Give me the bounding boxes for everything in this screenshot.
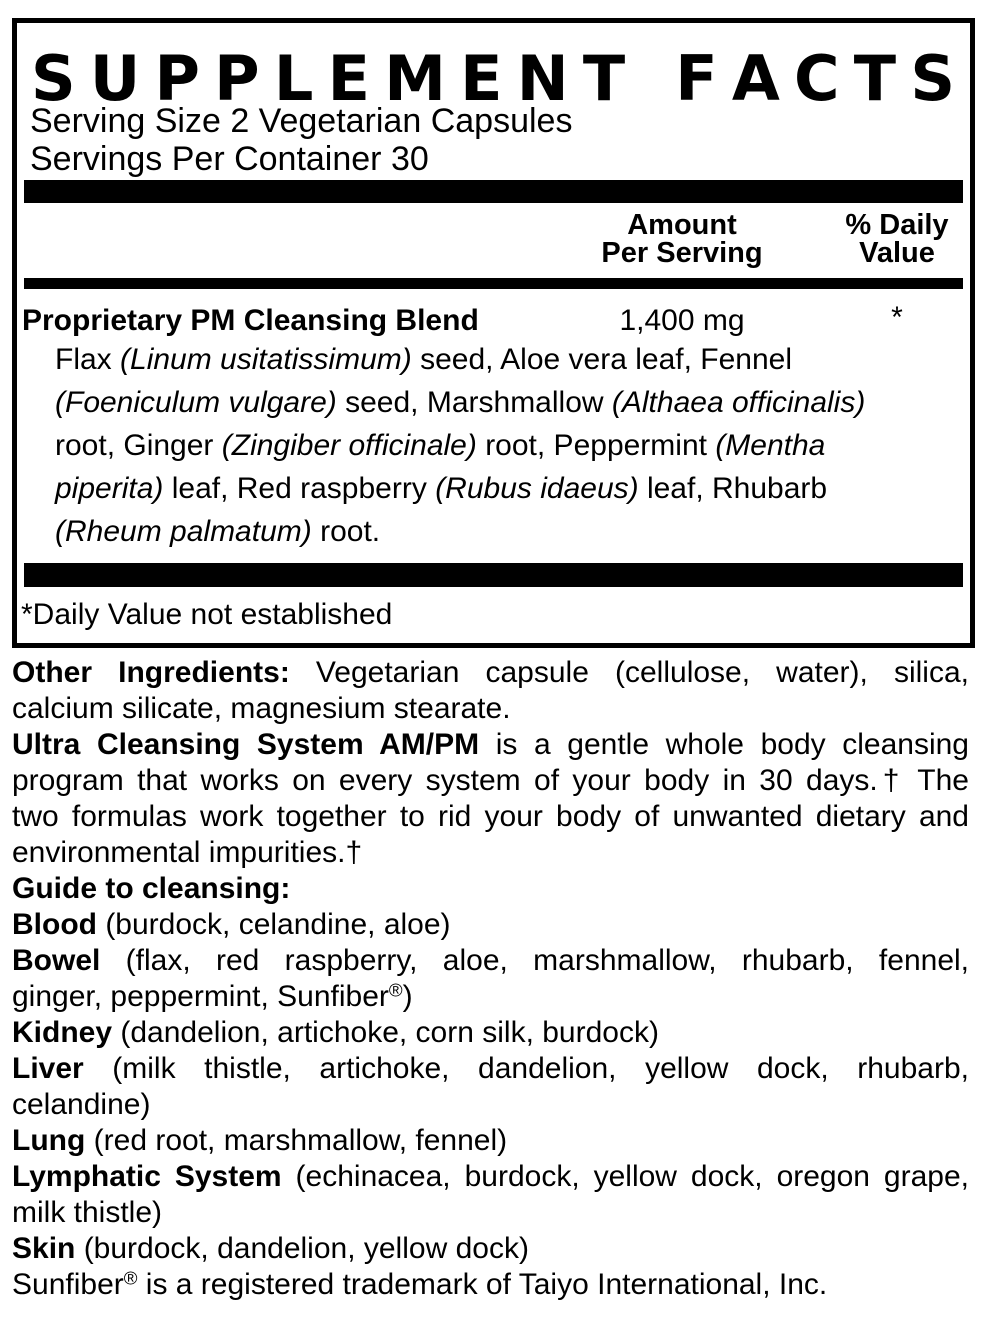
supplement-facts-panel [12, 18, 975, 648]
text-segment: (Zingiber officinale) [221, 429, 477, 462]
serving-size: Serving Size 2 Vegetarian Capsules [30, 102, 573, 140]
text-segment: Skin [12, 1232, 76, 1265]
serving-info [30, 102, 572, 178]
text-segment: calcium silicate, magnesium stearate. [12, 692, 511, 725]
text-segment: Bowel [12, 944, 101, 977]
text-line [12, 907, 969, 943]
title-letter: T [582, 42, 626, 115]
title-letter: C [794, 42, 840, 115]
text-line [12, 691, 969, 727]
title-letter: E [327, 42, 370, 115]
text-segment: (echinacea, burdock, yellow dock, oregon grape, [281, 1160, 969, 1193]
title-letter: N [516, 42, 569, 115]
text-segment: Ultra Cleansing System AM/PM [12, 728, 480, 761]
text-line [12, 1267, 969, 1303]
text-line [55, 510, 945, 553]
text-segment: (Althaea officinalis) [611, 386, 866, 419]
text-segment: is a registered trademark of Taiyo International, Inc. [137, 1268, 828, 1301]
text-segment: celandine) [12, 1088, 151, 1121]
text-segment: (Mentha [715, 429, 826, 462]
text-segment: leaf, Rhubarb [638, 472, 828, 505]
text-segment: root. [311, 515, 381, 548]
blend-name: Proprietary PM Cleansing Blend [22, 304, 479, 337]
text-segment: seed, Marshmallow [336, 386, 612, 419]
title-letter: U [89, 42, 141, 115]
text-line [12, 1015, 969, 1051]
text-segment: Lung [12, 1124, 86, 1157]
ingredient-list [55, 338, 945, 553]
amount-header-line2: Per Serving [601, 237, 763, 269]
text-line [12, 943, 969, 979]
column-rule [24, 278, 963, 289]
text-line [12, 727, 969, 763]
amount-header-line1: Amount [627, 209, 737, 241]
text-line [12, 835, 969, 871]
text-segment: Blood [12, 908, 97, 941]
amount-column-header [592, 211, 772, 267]
text-segment: (flax, red raspberry, aloe, marshmallow, rhubarb, fennel, [100, 944, 969, 977]
text-segment: is a gentle whole body cleansing [479, 728, 969, 761]
text-line [12, 1087, 969, 1123]
info-section [12, 655, 969, 1303]
text-segment: (red root, marshmallow, fennel) [85, 1124, 508, 1157]
servings-per-container: Servings Per Container 30 [30, 140, 429, 178]
daily-value-header-line1: % Daily [845, 209, 949, 241]
text-segment: piperita) [55, 472, 164, 505]
text-segment: (burdock, dandelion, yellow dock) [75, 1232, 529, 1265]
text-line [12, 655, 969, 691]
text-segment: ® [388, 979, 403, 1001]
text-line [55, 381, 945, 424]
text-line [12, 1159, 969, 1195]
daily-value-header-line2: Value [859, 237, 935, 269]
text-line [55, 338, 945, 381]
text-segment: root, Peppermint [476, 429, 716, 462]
text-segment: Lymphatic System [12, 1160, 282, 1193]
text-line [12, 1123, 969, 1159]
text-segment: Liver [12, 1052, 84, 1085]
text-segment: seed, Aloe vera leaf, Fennel [411, 343, 792, 376]
text-segment: root, Ginger [55, 429, 222, 462]
text-segment: (milk thistle, artichoke, dandelion, yellow dock, rhubarb, [83, 1052, 969, 1085]
text-line [12, 871, 969, 907]
title-letter: T [853, 42, 897, 115]
text-line [12, 763, 969, 799]
title-letter [639, 48, 661, 112]
text-segment: ginger, peppermint, Sunfiber [12, 980, 389, 1013]
blend-daily-value: * [891, 301, 903, 334]
daily-value-column-header [817, 211, 977, 267]
title-letter: E [460, 42, 503, 115]
footnote-rule [24, 563, 963, 587]
title-letter: M [384, 42, 446, 115]
text-segment: (dandelion, artichoke, corn silk, burdock) [112, 1016, 659, 1049]
text-segment: program that works on every system of your body in 30 days.† The [12, 764, 969, 797]
text-segment: two formulas work together to rid your body of unwanted dietary and [12, 800, 969, 833]
text-segment: (Rubus idaeus) [435, 472, 639, 505]
text-line [12, 979, 969, 1015]
blend-amount: 1,400 mg [619, 304, 745, 337]
title-letter: A [731, 42, 780, 115]
text-segment: Guide to cleansing: [12, 872, 291, 905]
text-segment: (Linum usitatissimum) [120, 343, 412, 376]
text-segment: (burdock, celandine, aloe) [96, 908, 451, 941]
text-line [12, 799, 969, 835]
header-rule [24, 180, 963, 203]
title-letter: P [154, 42, 200, 115]
text-line [55, 424, 945, 467]
text-line [12, 1051, 969, 1087]
text-segment: milk thistle) [12, 1196, 163, 1229]
title-letter: F [675, 42, 718, 115]
text-segment: (Foeniculum vulgare) [55, 386, 337, 419]
text-segment: Other Ingredients: [12, 656, 290, 689]
text-segment: leaf, Red raspberry [163, 472, 436, 505]
text-segment: ® [123, 1267, 138, 1289]
text-segment: Vegetarian capsule (cellulose, water), silica, [289, 656, 969, 689]
text-segment: ) [402, 980, 413, 1013]
text-line [55, 467, 945, 510]
text-segment: Flax [55, 343, 121, 376]
text-segment: environmental impurities.† [12, 836, 363, 869]
title-letter: S [31, 42, 76, 115]
text-segment: Sunfiber [12, 1268, 124, 1301]
title-letter: S [910, 42, 955, 115]
daily-value-footnote: *Daily Value not established [21, 598, 393, 631]
text-line [12, 1195, 969, 1231]
title-letter: P [214, 42, 260, 115]
text-segment: (Rheum palmatum) [55, 515, 312, 548]
title-letter: L [273, 42, 314, 115]
text-segment: Kidney [12, 1016, 113, 1049]
text-line [12, 1231, 969, 1267]
